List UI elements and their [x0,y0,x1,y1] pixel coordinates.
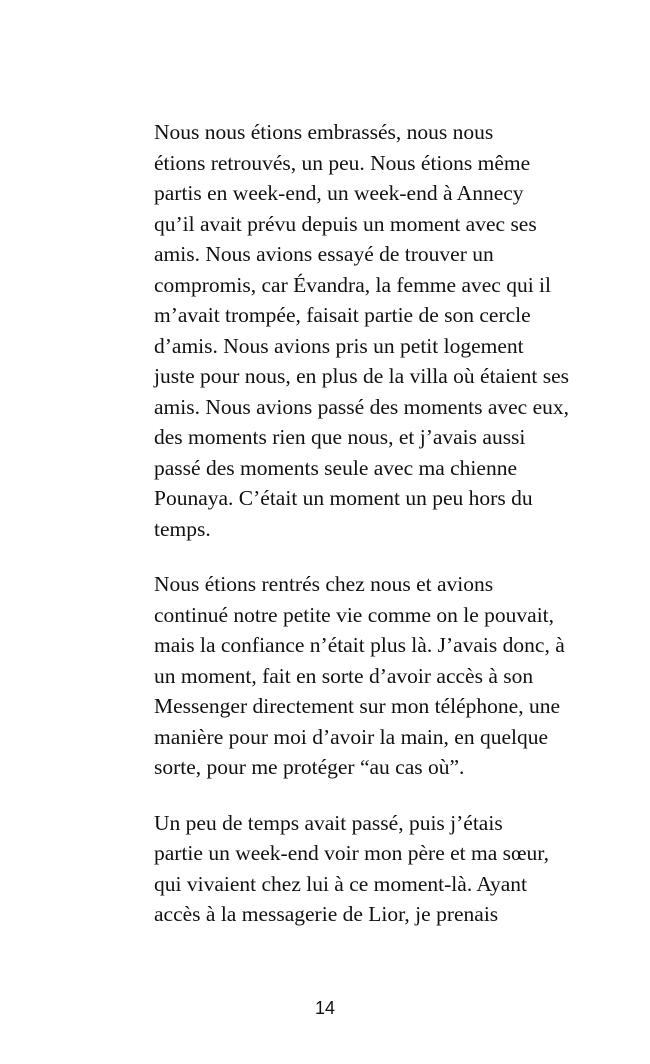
paragraph [118,808,566,930]
text-line: Un peu de temps avait passé, puis j’étais [154,810,503,835]
text-line: partie un week-end voir mon père et ma sœur, [154,841,549,865]
text-line: Nous nous étions embrassés, nous nous [154,120,494,144]
text-line: d’amis. Nous avions pris un petit logement [154,333,524,358]
text-line: accès à la messagerie de Lior, je prenais [154,902,499,926]
body-text [118,117,569,955]
paragraph [118,117,569,544]
paragraph [118,569,566,783]
text-line: Nous étions rentrés chez nous et avions [154,572,494,596]
text-line: sorte, pour me protéger “au cas où”. [154,755,465,779]
text-line: juste pour nous, en plus de la villa où étaient ses [154,364,569,388]
text-line: un moment, fait en sorte d’avoir accès à son [154,663,534,688]
text-line: passé des moments seule avec ma chienne [154,455,517,480]
text-line: amis. Nous avions essayé de trouver un [154,242,494,266]
text-line: Pounaya. C’était un moment un peu hors du [154,486,533,510]
text-line: manière pour moi d’avoir la main, en quelque [154,724,549,749]
text-line: amis. Nous avions passé des moments avec eux, [154,394,569,419]
text-line: qu’il avait prévu depuis un moment avec ses [154,211,537,236]
text-line: temps. [154,516,211,541]
page-number: 14 [314,998,336,1018]
text-line: m’avait trompée, faisait partie de son cercle [154,303,531,327]
text-line: continué notre petite vie comme on le pouvait, [154,602,555,627]
text-line: des moments rien que nous, et j’avais aussi [154,425,526,449]
text-line: compromis, car Évandra, la femme avec qui il [154,272,551,297]
text-line: qui vivaient chez lui à ce moment-là. Ayant [154,871,527,896]
text-line: mais la confiance n’était plus là. J’avais donc, à [154,633,565,657]
text-line: partis en week-end, un week-end à Annecy [154,181,524,205]
text-line: étions retrouvés, un peu. Nous étions même [154,150,531,175]
text-line: Messenger directement sur mon téléphone, une [154,694,560,718]
